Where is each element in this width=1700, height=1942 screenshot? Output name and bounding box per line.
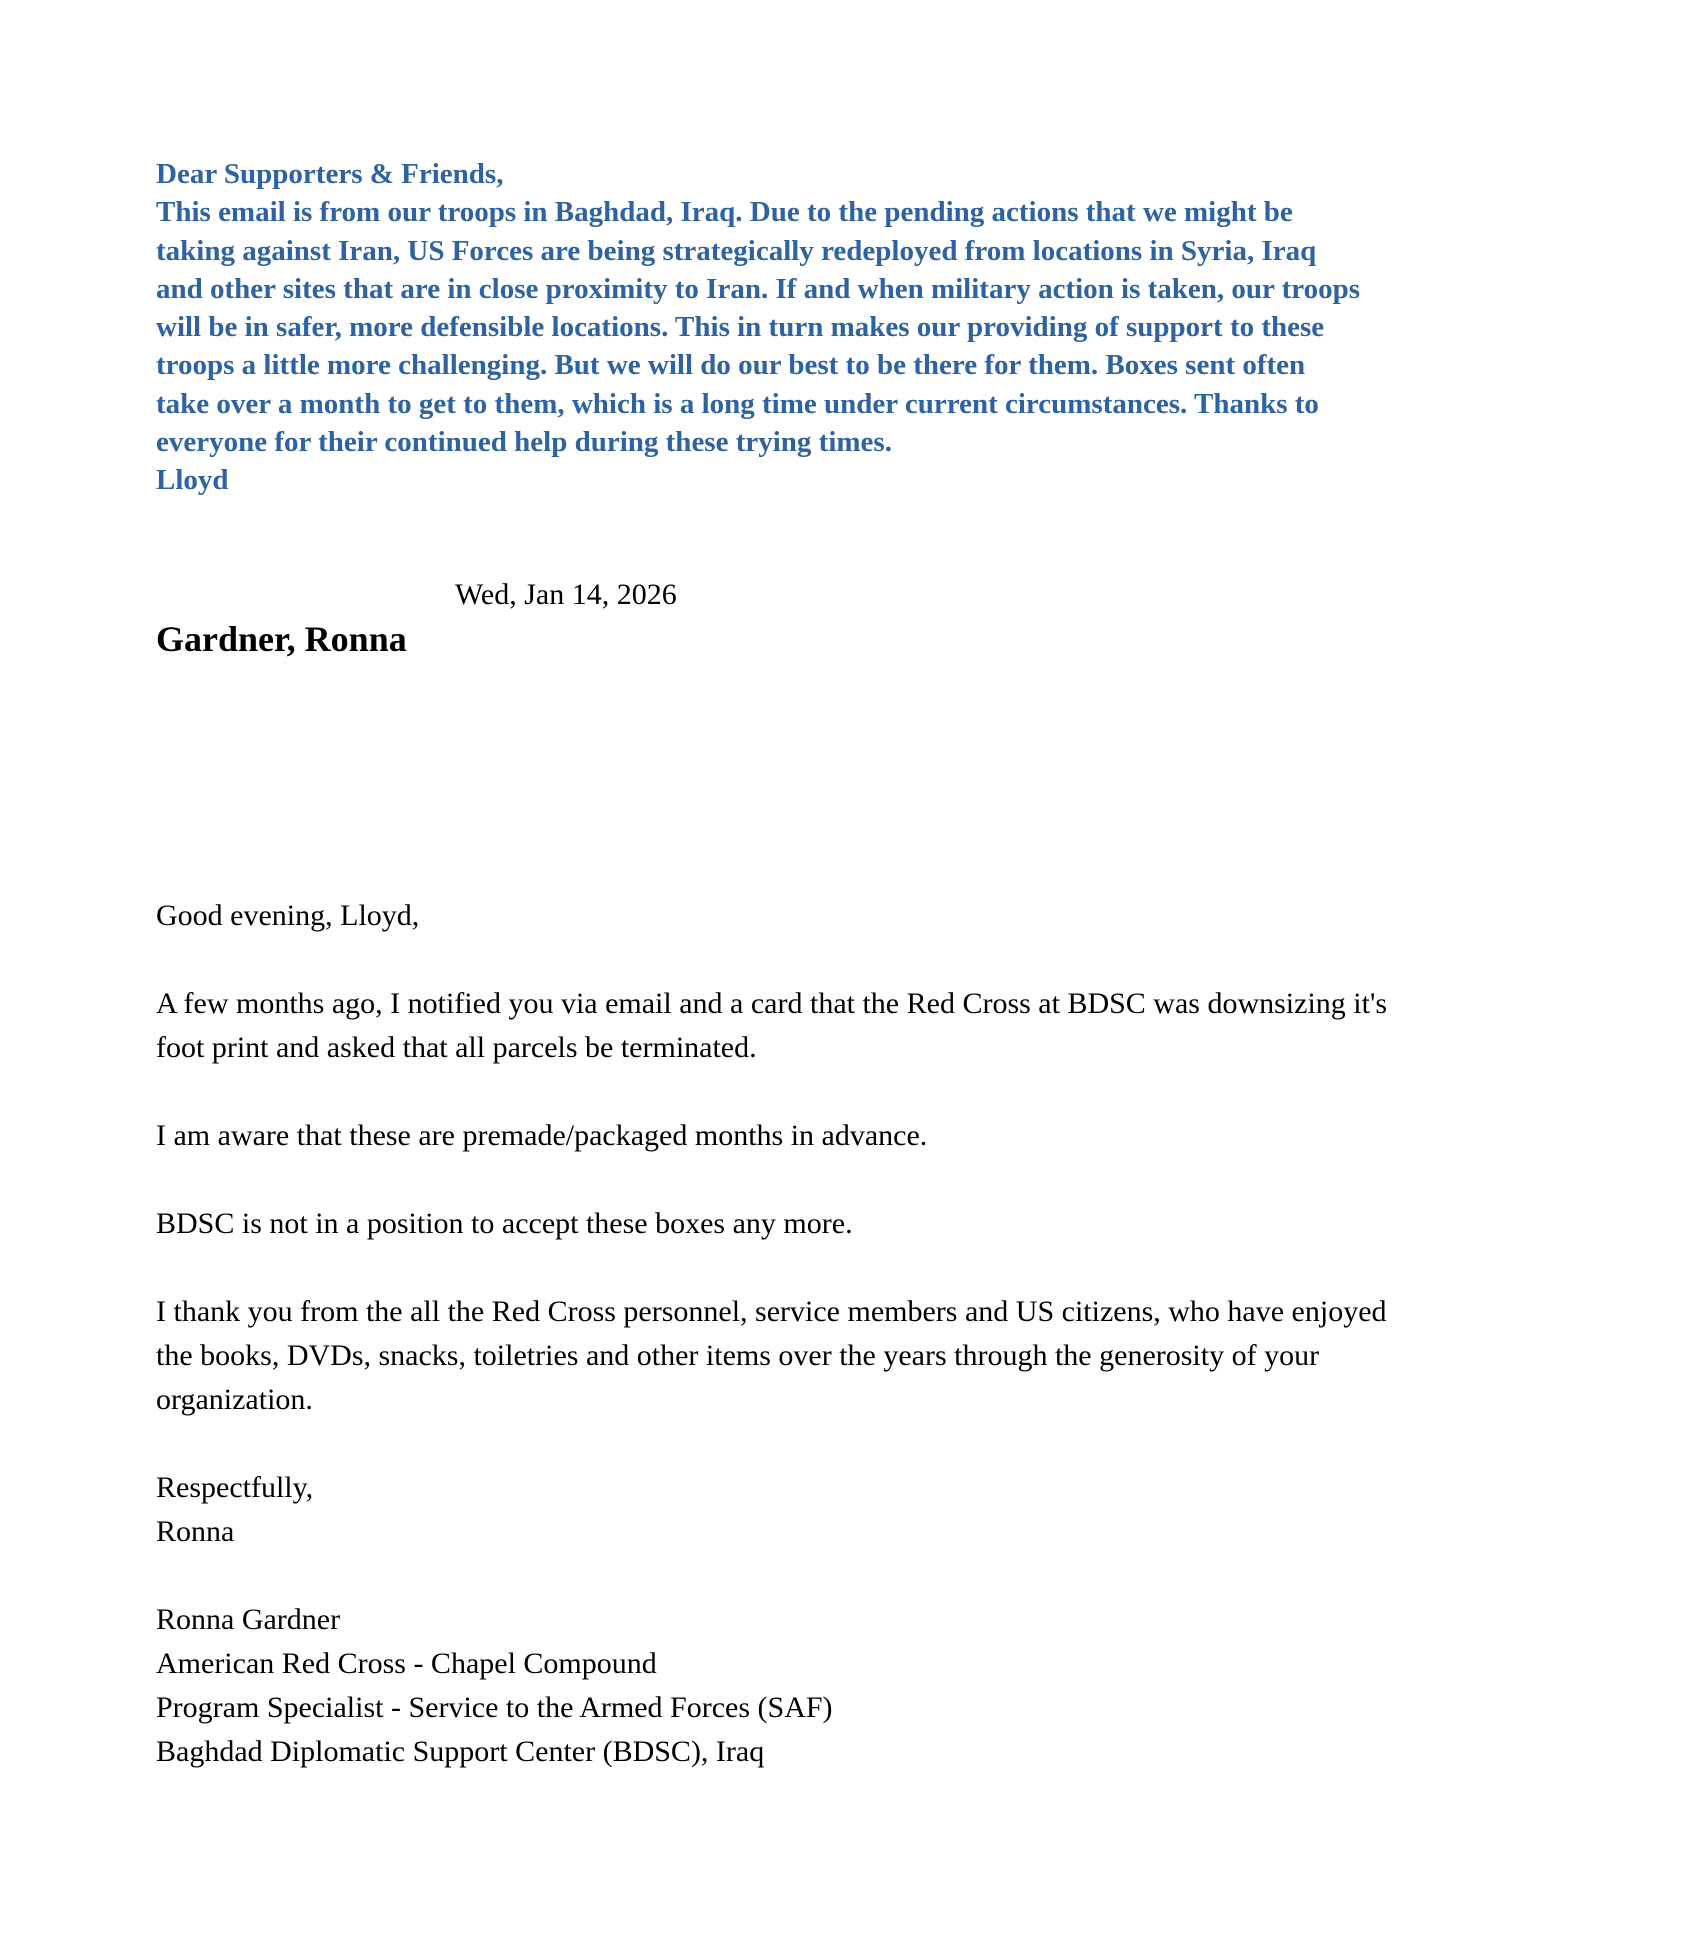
intro-line: troops a little more challenging. But we will do our best to be there for them. Boxes sent often bbox=[156, 349, 1306, 382]
body-line: I am aware that these are premade/packaged months in advance. bbox=[156, 1119, 928, 1152]
paragraph-position bbox=[156, 1202, 1576, 1246]
greeting-line: Good evening, Lloyd, bbox=[156, 899, 420, 932]
greeting bbox=[156, 894, 1576, 938]
intro-line: taking against Iran, US Forces are being strategically redeployed from locations in Syria, Iraq bbox=[156, 234, 1317, 267]
paragraph-awareness bbox=[156, 1114, 1576, 1158]
intro-line: everyone for their continued help during these trying times. bbox=[156, 426, 892, 459]
intro-line: This email is from our troops in Baghdad, Iraq. Due to the pending actions that we might be bbox=[156, 196, 1293, 229]
email-body bbox=[156, 894, 1576, 1818]
intro-signoff: Lloyd bbox=[156, 464, 229, 497]
signature-title: Program Specialist - Service to the Armed Forces (SAF) bbox=[156, 1691, 833, 1724]
body-line: BDSC is not in a position to accept these boxes any more. bbox=[156, 1207, 853, 1240]
body-line: organization. bbox=[156, 1383, 313, 1416]
paragraph-thanks bbox=[156, 1290, 1576, 1422]
email-date: Wed, Jan 14, 2026 bbox=[455, 578, 677, 611]
signature-org: American Red Cross - Chapel Compound bbox=[156, 1647, 657, 1680]
intro-line: Dear Supporters & Friends, bbox=[156, 158, 504, 190]
closing bbox=[156, 1466, 1576, 1554]
intro-line: take over a month to get to them, which is a long time under current circumstances. Thanks to bbox=[156, 387, 1319, 420]
body-line: I thank you from the all the Red Cross personnel, service members and US citizens, who have enjoyed bbox=[156, 1295, 1387, 1328]
signature-name: Ronna Gardner bbox=[156, 1603, 341, 1636]
signature-block bbox=[156, 1598, 1576, 1774]
signature-location: Baghdad Diplomatic Support Center (BDSC), Iraq bbox=[156, 1735, 765, 1768]
intro-line: and other sites that are in close proximity to Iran. If and when military action is taken, our troops bbox=[156, 272, 1361, 305]
intro-note bbox=[156, 155, 1556, 500]
body-line: foot print and asked that all parcels be terminated. bbox=[156, 1031, 757, 1064]
paragraph-notification bbox=[156, 982, 1576, 1070]
email-sender: Gardner, Ronna bbox=[156, 619, 407, 659]
closing-name: Ronna bbox=[156, 1515, 235, 1548]
closing-line: Respectfully, bbox=[156, 1471, 314, 1504]
intro-line: will be in safer, more defensible locations. This in turn makes our providing of support to these bbox=[156, 311, 1325, 344]
body-line: A few months ago, I notified you via email and a card that the Red Cross at BDSC was downsizing it's bbox=[156, 987, 1388, 1020]
body-line: the books, DVDs, snacks, toiletries and other items over the years through the generosity of your bbox=[156, 1339, 1320, 1372]
